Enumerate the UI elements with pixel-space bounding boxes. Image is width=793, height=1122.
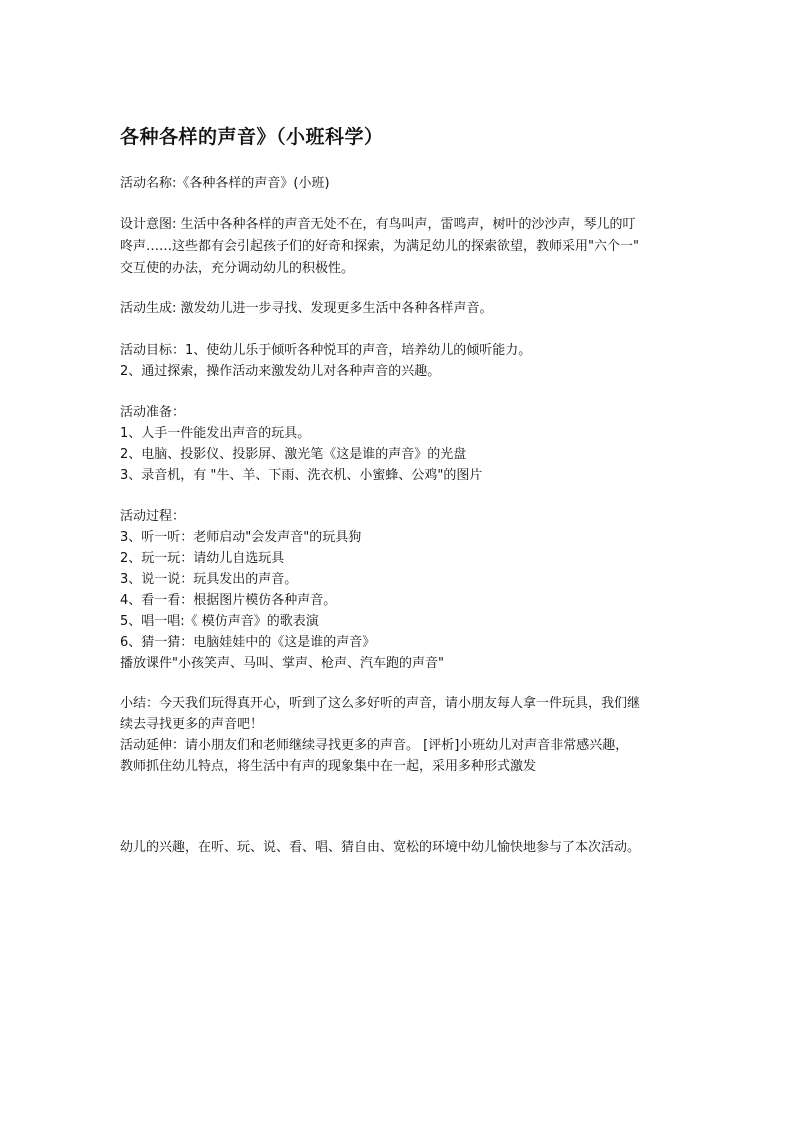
extension-line-1: 活动延伸：请小朋友们和老师继续寻找更多的声音。 [评析]小班幼儿对声音非常感兴趣， (120, 738, 629, 753)
process-step-2: 2、玩一玩：请幼儿自选玩具 (120, 551, 285, 566)
extension-line-2: 教师抓住幼儿特点，将生活中有声的现象集中在一起，采用多种形式激发 (120, 759, 537, 774)
summary-line-2: 续去寻找更多的声音吧！ (120, 717, 264, 732)
process-heading: 活动过程： (120, 509, 186, 524)
closing-paragraph: 幼儿的兴趣，在听、玩、说、看、唱、猜自由、宽松的环境中幼儿愉快地参与了本次活动。 (120, 840, 641, 855)
preparation-item-3: 3、录音机，有 "牛、羊、下雨、洗衣机、小蜜蜂、公鸡"的图片 (120, 468, 483, 483)
activity-name: 活动名称:《各种各样的声音》(小班) (120, 176, 330, 191)
activity-generation: 活动生成: 激发幼儿进一步寻找、发现更多生活中各种各样声音。 (120, 301, 493, 316)
preparation-item-1: 1、人手一件能发出声音的玩具。 (120, 426, 311, 441)
process-step-4: 4、看一看：根据图片模仿各种声音。 (120, 593, 337, 608)
design-intent-line-2: 咚声……这些都有会引起孩子们的好奇和探索，为满足幼儿的探索欲望，教师采用"六个一" (120, 239, 639, 254)
activity-goals-line-2: 2、通过探索，操作活动来激发幼儿对各种声音的兴趣。 (120, 364, 441, 379)
process-step-3: 3、说一说：玩具发出的声音。 (120, 572, 298, 587)
activity-goals-line-1: 活动目标：1、使幼儿乐于倾听各种悦耳的声音，培养幼儿的倾听能力。 (120, 343, 532, 358)
preparation-heading: 活动准备： (120, 405, 186, 420)
preparation-item-2: 2、电脑、投影仪、投影屏、激光笔《这是谁的声音》的光盘 (120, 447, 467, 462)
design-intent-line-3: 交互使的办法，充分调动幼儿的积极性。 (120, 261, 355, 276)
summary-line-1: 小结：今天我们玩得真开心，听到了这么多好听的声音，请小朋友每人拿一件玩具，我们继 (120, 696, 641, 711)
design-intent-line-1: 设计意图: 生活中各种各样的声音无处不在，有鸟叫声，雷鸣声，树叶的沙沙声，琴儿的叮 (120, 217, 636, 232)
process-courseware: 播放课件"小孩笑声、马叫、掌声、枪声、汽车跑的声音" (120, 656, 444, 671)
process-step-6: 6、猜一猜：电脑娃娃中的《这是谁的声音》 (120, 635, 376, 650)
document-title: 各种各样的声音》（小班科学） (120, 126, 384, 148)
process-step-5: 5、唱一唱:《 模仿声音》的歌表演 (120, 614, 319, 629)
process-step-1: 3、听一听：老师启动"会发声音"的玩具狗 (120, 530, 362, 545)
